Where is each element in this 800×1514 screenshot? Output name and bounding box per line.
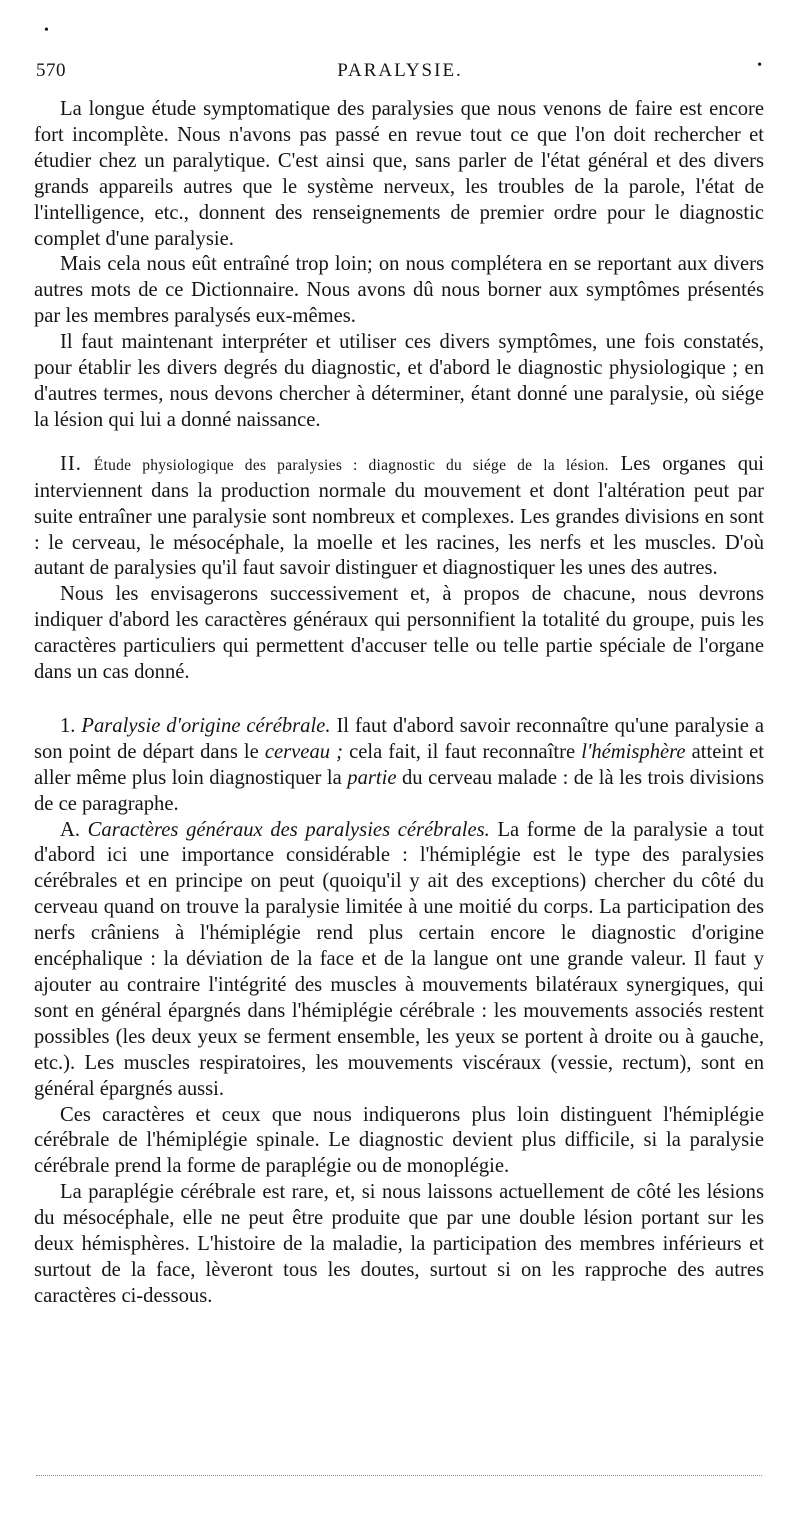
bottom-dotted-rule: [36, 1475, 762, 1476]
paragraph-distinction: Ces caractères et ceux que nous indiquerons plus loin distinguent l'hémiplégie cérébrale de l'hémiplégie spinale. Le diagnostic devient plus difficile, si la paralysie cérébrale prend la forme de paraplégie ou de monoplégie.: [34, 1103, 764, 1178]
paragraph-paraplegia: La paraplégie cérébrale est rare, et, si nous laissons actuellement de côté les lésions du mésocéphale, elle ne peut être produite que par une double lésion portant sur les deux hémisphères. L'histoire de la maladie, la participation des membres inférieurs et surtout de la face, lèveront tous les doutes, surtout si on les rapproche des autres caractères ci-dessous.: [34, 1181, 764, 1307]
paragraph-method: Nous les envisagerons successivement et, à propos de chacune, nous devrons indiquer d'abord les caractères généraux qui personnifient la totalité du groupe, puis les caractères particuliers qui permettent d'accuser telle ou telle partie spéciale de l'organe dans un cas donné.: [34, 583, 764, 684]
paragraph-interpretation: Il faut maintenant interpréter et utiliser ces divers symptômes, une fois constatés, pour établir les divers degrés du diagnostic, et d'abord le diagnostic physiologique ; en d'autres termes, nous devons chercher à déterminer, étant donné une paralysie, où siége la lésion qui lui a donné naissance.: [34, 331, 764, 431]
subsection-1-paragraph: [34, 714, 764, 818]
term-partie: partie: [347, 766, 397, 789]
subsection-1-text-c: atteint et aller même plus loin diagnostiquer la: [34, 740, 765, 789]
subsection-a-heading: Caractères généraux des paralysies cérébrales.: [87, 818, 490, 841]
paragraph-dictionary-note: Mais cela nous eût entraîné trop loin; on nous complétera en se reportant aux divers autres mots de ce Dictionnaire. Nous avons dû nous borner aux symptômes présentés par les membres paralysés eux-mêmes.: [34, 253, 764, 328]
running-title: PARALYSIE.: [337, 60, 463, 81]
page-header: [36, 60, 764, 90]
corner-mark: •: [757, 58, 762, 73]
section-ii-text: Les organes qui interviennent dans la production normale du mouvement et dont l'altération peut par suite entraîner une paralysie sont nombreux et complexes. Les grandes divisions en sont : le cerveau, le mésocéphale, la moelle et les racines, les nerfs et les muscles. D'où autant de paralysies qu'il faut savoir distinguer et diagnostiquer les unes des autres.: [34, 452, 765, 580]
subsection-1-text-b: cela fait, il faut reconnaître: [349, 740, 576, 763]
subsection-1-heading: Paralysie d'origine cérébrale.: [81, 714, 331, 737]
subsection-1-number: 1.: [60, 714, 76, 737]
subsection-1-text-d: du cerveau malade : de là les trois divisions de ce paragraphe.: [34, 766, 764, 815]
page-number: 570: [36, 60, 66, 81]
term-cerveau: cerveau ;: [264, 740, 343, 763]
subsection-1-text-a: Il faut d'abord savoir reconnaître qu'une paralysie a son point de départ dans le: [34, 714, 765, 763]
term-hemisphere: l'hémisphère: [581, 740, 686, 763]
section-ii-paragraph: [34, 452, 764, 583]
top-margin-mark: •: [44, 23, 49, 38]
paragraph-intro: La longue étude symptomatique des paralysies que nous venons de faire est encore fort incomplète. Nous n'avons pas passé en revue tout ce que l'on doit rechercher et étudier chez un paralytique. C'est ainsi que, sans parler de l'état général et des divers grands appareils autres que le système nerveux, les troubles de la parole, l'état de l'intelligence, etc., donnent des renseignements de premier ordre pour le diagnostic complet d'une paralysie.: [34, 98, 764, 250]
page-body: [34, 97, 764, 1310]
subsection-a-text: La forme de la paralysie a tout d'abord ici une importance considérable : l'hémiplégie est le type des paralysies cérébrales et en principe on peut (quoiqu'il y ait des exceptions) chercher du côté du cerveau quand on trouve la paralysie limitée à une moitié du corps. La participation des nerfs crâniens à l'hémiplégie rend plus certain encore le diagnostic d'origine encéphalique : la déviation de la face et de la langue ont une grande valeur. Il faut y ajouter au contraire l'intégrité des muscles à mouvements bilatéraux synergiques, qui sont en général épargnés dans l'hémiplégie cérébrale : les mouvements associés restent possibles (les deux yeux se ferment ensemble, les yeux se portent à droite ou à gauche, etc.). Les muscles respiratoires, les mouvements viscéraux (vessie, rectum), sont en général épargnés aussi.: [34, 818, 764, 1100]
subsection-a-paragraph: [34, 818, 764, 1103]
subsection-a-number: A.: [60, 818, 81, 841]
section-ii-number: II.: [60, 452, 82, 475]
section-ii-heading: Étude physiologique des paralysies : diagnostic du siége de la lésion.: [93, 456, 609, 474]
